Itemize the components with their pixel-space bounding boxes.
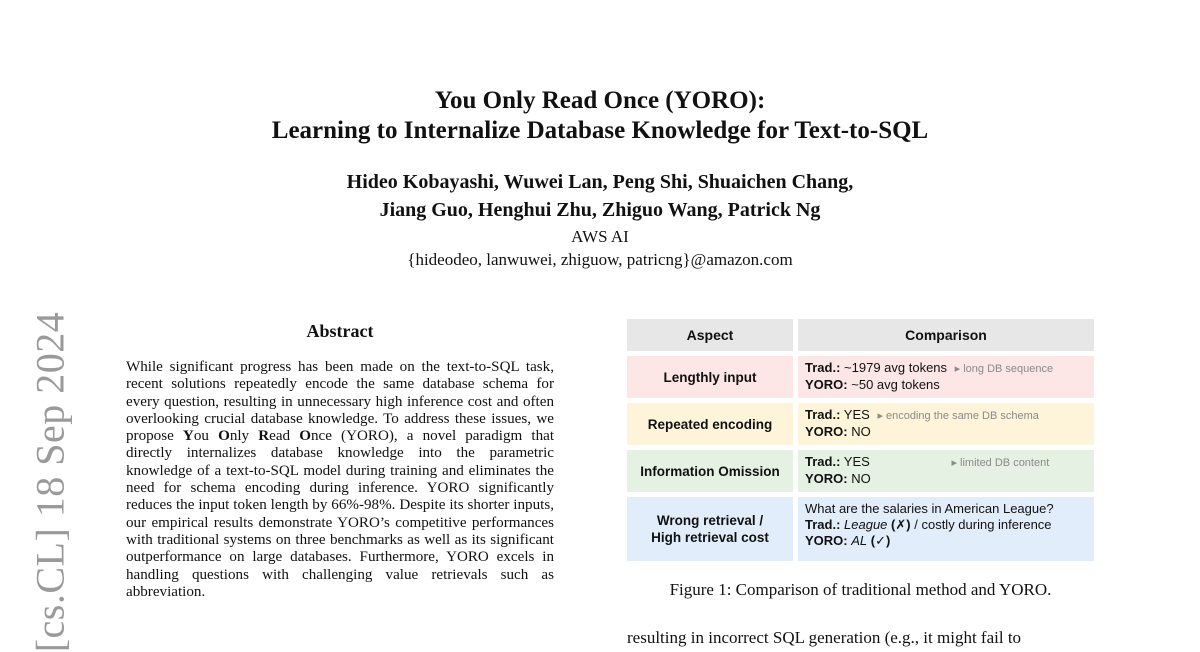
table-row-lengthy-input: [627, 356, 1094, 398]
paper-header: [0, 86, 1200, 271]
abstract-ou: ou: [193, 428, 219, 445]
comparison-cell: [798, 450, 1094, 492]
note-text: ▸ limited DB content: [951, 457, 1050, 469]
table-row-repeated-encoding: [627, 403, 1094, 445]
table-row-information-omission: [627, 450, 1094, 492]
comparison-cell: [798, 403, 1094, 445]
trad-value: YES: [843, 407, 870, 422]
trad-label: Trad.:: [805, 407, 841, 422]
yoro-value: ~50 avg tokens: [851, 377, 940, 392]
yoro-value: NO: [851, 471, 871, 486]
abstract-nly: nly: [229, 428, 259, 445]
comparison-cell: [798, 497, 1094, 561]
check-mark: (✓): [870, 533, 891, 548]
yoro-italic-value: AL: [851, 533, 868, 548]
aspect-cell: Lengthly input: [627, 356, 793, 398]
abstract-text: [126, 359, 554, 601]
abstract-r: R: [258, 428, 270, 445]
trad-value: ~1979 avg tokens: [844, 360, 948, 375]
note-text: ▸ encoding the same DB schema: [877, 410, 1039, 422]
author-list: [0, 168, 1200, 224]
arxiv-stamp-text: [cs.CL] 18 Sep 2024: [27, 311, 73, 652]
aspect-line-2: High retrieval cost: [651, 530, 769, 545]
yoro-label: YORO:: [805, 471, 848, 486]
aspect-line-1: Wrong retrieval /: [656, 513, 764, 528]
aspect-cell: Information Omission: [627, 450, 793, 492]
authors-line-1: Hideo Kobayashi, Wuwei Lan, Peng Shi, Shuaichen Chang,: [346, 171, 854, 193]
paper-title-line-2: Learning to Internalize Database Knowledge for Text-to-SQL: [271, 117, 929, 144]
abstract-y: Y: [182, 428, 194, 445]
note-text: ▸ long DB sequence: [954, 363, 1054, 375]
header-aspect: Aspect: [627, 319, 793, 351]
aspect-cell: Repeated encoding: [627, 403, 793, 445]
table-row-wrong-retrieval: [627, 497, 1094, 561]
trad-label: Trad.:: [805, 517, 841, 532]
trad-italic-value: League: [844, 517, 888, 532]
table-header-row: [627, 319, 1094, 351]
abstract-o: O: [218, 428, 230, 445]
comparison-cell: [798, 356, 1094, 398]
yoro-label: YORO:: [805, 424, 848, 439]
abstract-part-2: nce (YORO), a novel paradigm that directly internalizes database knowledge into the parametric knowledge of a text-to-SQL model during training and eliminates the need for schema encoding during inference. YORO significantly reduces the input token length by 66%-98%. Despite its shorter inputs, our empirical results demonstrate YORO’s competitive performances with traditional systems on three benchmarks as well as its significant outperformance on large databases. Furthermore, YORO excels in handling questions with challenging value retrievals such as abbreviation.: [126, 428, 555, 600]
authors-line-2: Jiang Guo, Henghui Zhu, Zhiguo Wang, Patrick Ng: [379, 199, 821, 221]
trad-label: Trad.:: [805, 454, 841, 469]
figure-caption: Figure 1: Comparison of traditional method and YORO.: [669, 580, 1052, 599]
yoro-label: YORO:: [805, 533, 848, 548]
paper-title-line-1: You Only Read Once (YORO):: [434, 87, 766, 114]
abstract-part-1: While significant progress has been made on the text-to-SQL task, recent solutions repeatedly encode the same database schema for every question, resulting in unnecessary high inference cost and often overlooking crucial database knowledge. To address these issues, we propose: [126, 359, 554, 445]
author-emails: {hideodeo, lanwuwei, zhiguow, patricng}@amazon.com: [407, 250, 793, 269]
yoro-label: YORO:: [805, 377, 848, 392]
trad-label: Trad.:: [805, 360, 841, 375]
abstract-o2: O: [299, 428, 311, 445]
affiliation: AWS AI: [571, 227, 629, 246]
body-text-line: resulting in incorrect SQL generation (e.g., it might fail to: [627, 628, 1022, 647]
trad-value: YES: [843, 454, 870, 469]
header-comparison: Comparison: [798, 319, 1094, 351]
cross-mark: (✗): [891, 517, 911, 532]
abstract-ead: ead: [269, 428, 291, 445]
trad-rest: / costly during inference: [914, 517, 1052, 532]
yoro-value: NO: [851, 424, 871, 439]
aspect-cell: [627, 497, 793, 561]
figure-1-comparison-table: [627, 319, 1094, 566]
example-question: What are the salaries in American League?: [805, 501, 1054, 516]
abstract-heading: Abstract: [306, 321, 374, 341]
